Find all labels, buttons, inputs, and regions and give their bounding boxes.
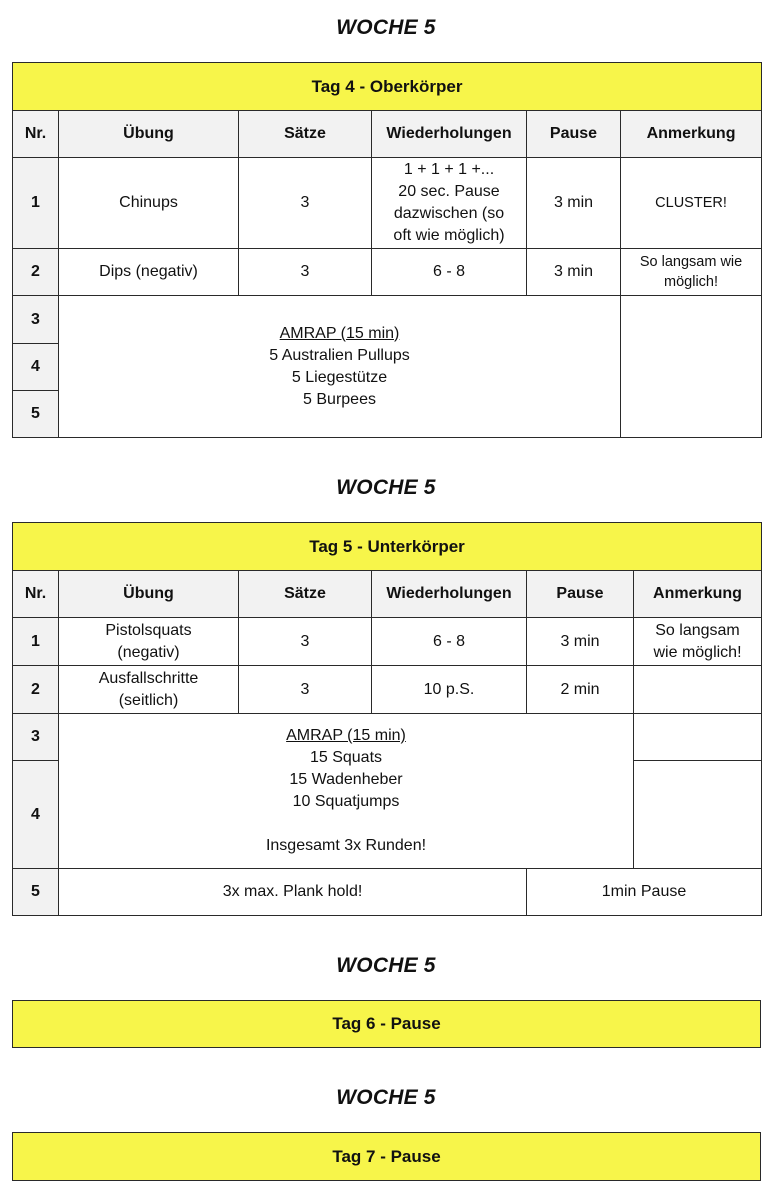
plank-cell: 3x max. Plank hold! — [59, 869, 527, 916]
day6-title: Tag 6 - Pause — [13, 1001, 761, 1048]
note-line: möglich! — [664, 274, 719, 290]
row-number: 3 — [13, 296, 59, 344]
note-cell — [621, 249, 762, 296]
header-row — [13, 571, 762, 618]
reps-line: oft wie möglich) — [393, 227, 505, 244]
week-heading: WOCHE 5 — [336, 16, 436, 39]
day7-table — [12, 1132, 761, 1181]
sets-cell: 3 — [239, 666, 372, 714]
header-note: Anmerkung — [634, 571, 762, 618]
header-row — [13, 111, 762, 158]
amrap-cell — [59, 296, 621, 438]
pause-cell: 2 min — [527, 666, 634, 714]
exercise-cell — [59, 618, 239, 666]
day5-title: Tag 5 - Unterkörper — [13, 523, 762, 571]
spacer — [62, 813, 630, 835]
exercise-line: (negativ) — [117, 643, 180, 661]
reps-line: dazwischen (so — [393, 205, 505, 222]
header-nr: Nr. — [13, 571, 59, 618]
day4-table — [12, 62, 762, 438]
row-number: 1 — [13, 158, 59, 249]
table-row — [13, 666, 762, 714]
amrap-line: 5 Australien Pullups — [269, 346, 410, 364]
header-sets: Sätze — [239, 111, 372, 158]
exercise-cell: Dips (negativ) — [59, 249, 239, 296]
header-exercise: Übung — [59, 571, 239, 618]
amrap-line: 5 Liegestütze — [291, 368, 388, 386]
week-heading: WOCHE 5 — [336, 1086, 436, 1109]
exercise-cell — [59, 666, 239, 714]
reps-line: 20 sec. Pause — [398, 183, 500, 200]
plank-pause-cell: 1min Pause — [527, 869, 762, 916]
note-cell-empty — [634, 761, 762, 869]
amrap-line: 10 Squatjumps — [292, 793, 400, 810]
table-row — [13, 869, 762, 916]
header-reps: Wiederholungen — [372, 111, 527, 158]
row-number: 5 — [13, 391, 59, 438]
header-exercise: Übung — [59, 111, 239, 158]
header-reps: Wiederholungen — [372, 571, 527, 618]
note-line: So langsam — [655, 621, 740, 639]
pause-cell: 3 min — [527, 618, 634, 666]
reps-cell — [372, 158, 527, 249]
day5-table — [12, 522, 762, 916]
sets-cell: 3 — [239, 249, 372, 296]
note-cell: CLUSTER! — [621, 158, 762, 249]
row-number: 3 — [13, 714, 59, 761]
amrap-cell — [59, 714, 634, 869]
sets-cell: 3 — [239, 618, 372, 666]
note-line: So langsam wie — [639, 254, 743, 270]
row-number: 2 — [13, 249, 59, 296]
day7-title: Tag 7 - Pause — [13, 1133, 761, 1181]
reps-cell: 10 p.S. — [372, 666, 527, 714]
pause-cell: 3 min — [527, 158, 621, 249]
reps-cell: 6 - 8 — [372, 249, 527, 296]
exercise-cell: Chinups — [59, 158, 239, 249]
table-row — [13, 714, 762, 761]
exercise-line: Pistolsquats — [105, 621, 192, 639]
sets-cell: 3 — [239, 158, 372, 249]
row-number: 4 — [13, 761, 59, 869]
amrap-line: 15 Squats — [309, 749, 383, 766]
header-pause: Pause — [527, 111, 621, 158]
header-sets: Sätze — [239, 571, 372, 618]
header-pause: Pause — [527, 571, 634, 618]
note-cell-empty — [634, 714, 762, 761]
row-number: 2 — [13, 666, 59, 714]
amrap-line: 5 Burpees — [303, 390, 376, 408]
reps-cell: 6 - 8 — [372, 618, 527, 666]
week-heading: WOCHE 5 — [336, 476, 436, 499]
table-row — [13, 158, 762, 249]
table-row — [13, 249, 762, 296]
note-line: wie möglich! — [653, 643, 742, 661]
header-note: Anmerkung — [621, 111, 762, 158]
row-number: 5 — [13, 869, 59, 916]
amrap-title: AMRAP (15 min) — [279, 324, 400, 342]
day6-table — [12, 1000, 761, 1048]
table-row — [13, 618, 762, 666]
row-number: 4 — [13, 344, 59, 391]
amrap-title: AMRAP (15 min) — [286, 727, 406, 744]
row-number: 1 — [13, 618, 59, 666]
table-row — [13, 296, 762, 344]
header-nr: Nr. — [13, 111, 59, 158]
reps-line: 1 + 1 + 1 +... — [403, 161, 495, 178]
note-cell — [634, 666, 762, 714]
amrap-footer: Insgesamt 3x Runden! — [265, 837, 427, 854]
note-cell-empty — [621, 296, 762, 438]
amrap-line: 15 Wadenheber — [289, 771, 403, 788]
exercise-line: Ausfallschritte — [98, 669, 199, 687]
pause-cell: 3 min — [527, 249, 621, 296]
day4-title: Tag 4 - Oberkörper — [13, 63, 762, 111]
week-heading: WOCHE 5 — [336, 954, 436, 977]
exercise-line: (seitlich) — [118, 691, 179, 709]
note-cell — [634, 618, 762, 666]
